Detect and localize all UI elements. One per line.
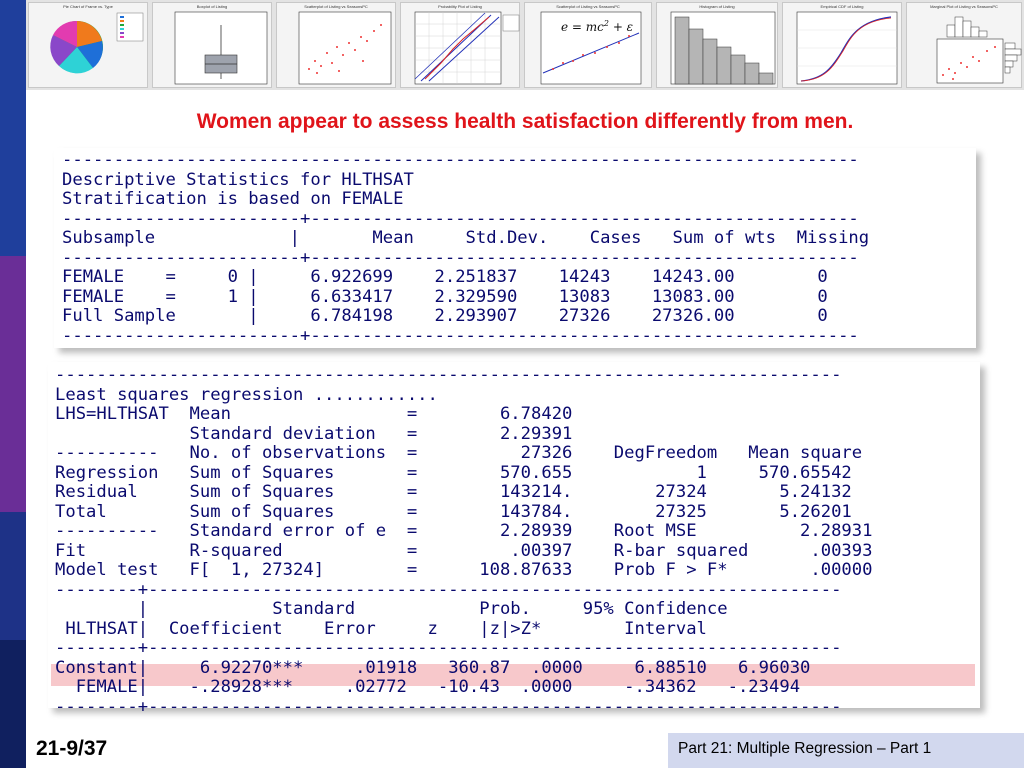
sidebar-segment-navy [0, 512, 26, 640]
marginal-plot-icon [907, 3, 1023, 89]
output-line: Least squares regression ............ [55, 384, 438, 405]
box-plot-icon [153, 3, 273, 89]
thumbnail-cdf-plot [782, 2, 902, 88]
output-line: Constant| 6.92270*** .01918 360.87 .0000 6.88510 6.96030 [55, 657, 811, 678]
output-line: Full Sample | 6.784198 2.293907 27326 27326.00 0 [62, 306, 828, 326]
footer-label: Part 21: Multiple Regression – Part 1 [668, 733, 1024, 768]
thumbnail-title: Boxplot of Listing [196, 4, 228, 9]
formula-sup: 2 [603, 19, 609, 28]
sidebar-segment-dark [0, 640, 26, 768]
output-line: Subsample | Mean Std.Dev. Cases Sum of wts Missing [62, 228, 870, 248]
thumbnail-title: Histogram of Listing [699, 4, 735, 9]
output-line: --------+------------------------------------------------------------------- [55, 579, 842, 600]
output-line: -----------------------+----------------------------------------------------- [62, 325, 859, 346]
regression-output [55, 366, 872, 717]
output-line: Residual Sum of Squares = 143214. 27324 5.24132 [55, 482, 852, 502]
output-line: ---------- No. of observations = 27326 DegFreedom Mean square [55, 443, 863, 463]
output-line: Total Sum of Squares = 143784. 27325 5.26201 [55, 501, 852, 522]
output-line: -----------------------+----------------------------------------------------- [62, 208, 859, 229]
thumbnail-title: Pie Chart of Frame vs. Type [63, 4, 113, 9]
output-line: FEMALE = 1 | 6.633417 2.329590 13083 13083.00 0 [62, 286, 828, 307]
output-line: -----------------------+----------------------------------------------------- [62, 247, 859, 268]
cdf-plot-icon [783, 3, 903, 89]
descriptive-stats-panel [54, 148, 976, 348]
output-line: --------+------------------------------------------------------------------- [55, 638, 842, 658]
thumbnail-histogram [656, 2, 778, 88]
scatter-plot-icon [277, 3, 397, 89]
thumbnail-title: Scatterplot of Listing vs SeasonsPC [304, 4, 368, 9]
histogram-icon [657, 3, 779, 89]
thumbnail-title: Scatterplot of Listing vs SeasonsPC [556, 4, 620, 9]
output-line: ---------- Standard error of e = 2.28939 Root MSE 2.28931 [55, 521, 873, 541]
output-line: ----------------------------------------------------------------------------- [62, 150, 859, 170]
output-line: --------+------------------------------------------------------------------- [55, 696, 842, 717]
thumbnail-title: Marginal Plot of Listing vs SeasonsPC [930, 4, 998, 9]
thumbnail-pie-chart [28, 2, 148, 88]
output-line: | Standard Prob. 95% Confidence [55, 599, 728, 619]
probability-plot-icon [401, 3, 521, 89]
descriptive-stats-output [62, 151, 869, 346]
slide-title: Women appear to assess health satisfaction differently from men. [196, 110, 854, 133]
output-line: Model test F[ 1, 27324] = 108.87633 Prob F > F* .00000 [55, 560, 873, 580]
output-line: Stratification is based on FEMALE [62, 189, 404, 209]
formula-rest: + ε [609, 20, 634, 34]
formula-text [561, 19, 633, 34]
output-line: ---------------------------------------------------------------------------- [55, 365, 842, 385]
formula-eq: = mc [568, 20, 604, 34]
thumbnail-title: Probability Plot of Listing [438, 4, 482, 9]
thumbnail-title: Empirical CDF of Listing [820, 4, 864, 9]
page-number: 21-9/37 [36, 737, 108, 760]
output-line: HLTHSAT| Coefficient Error z |z|>Z* Interval [55, 618, 707, 639]
thumbnail-probability-plot [400, 2, 520, 88]
thumbnail-marginal-plot [906, 2, 1022, 88]
output-line: Standard deviation = 2.29391 [55, 423, 573, 444]
output-line: FEMALE = 0 | 6.922699 2.251837 14243 14243.00 0 [62, 267, 828, 287]
output-line: Fit R-squared = .00397 R-bar squared .00393 [55, 540, 873, 561]
output-line: Descriptive Statistics for HLTHSAT [62, 169, 414, 190]
thumbnail-box-plot [152, 2, 272, 88]
formula-e: e [561, 20, 569, 34]
thumbnail-formula-scatter [524, 2, 652, 88]
sidebar-segment-blue [0, 0, 26, 256]
thumbnail-scatter-plot [276, 2, 396, 88]
output-line-highlighted: FEMALE| -.28928*** .02772 -10.43 .0000 -.34362 -.23494 [55, 677, 801, 697]
thumbnail-strip [26, 0, 1024, 90]
sidebar-segment-purple [0, 256, 26, 512]
output-line: Regression Sum of Squares = 570.655 1 570.65542 [55, 462, 852, 483]
pie-chart-icon [29, 3, 149, 89]
output-line: LHS=HLTHSAT Mean = 6.78420 [55, 404, 573, 424]
regression-panel [48, 362, 980, 717]
left-color-bar [0, 0, 26, 768]
formula-scatter-icon [525, 3, 653, 89]
